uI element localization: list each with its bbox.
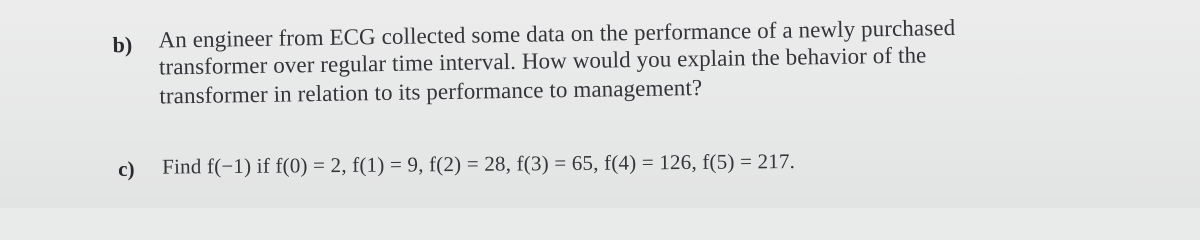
question-b-line-1: An engineer from ECG collected some data on the performance of a newly purchased	[158, 15, 956, 53]
question-c-text: Find f(−1) if f(0) = 2, f(1) = 9, f(2) = 28, f(3) = 65, f(4) = 126, f(5) = 217.	[162, 149, 796, 179]
question-b-marker: b)	[112, 31, 133, 58]
question-c-marker: c)	[118, 156, 135, 181]
question-b-line-3: transformer in relation to its performance to management?	[159, 74, 703, 109]
question-b	[0, 0, 1200, 109]
question-c	[0, 136, 1200, 181]
question-b-line-2: transformer over regular time interval. How would you explain the behavior of the	[158, 42, 927, 80]
